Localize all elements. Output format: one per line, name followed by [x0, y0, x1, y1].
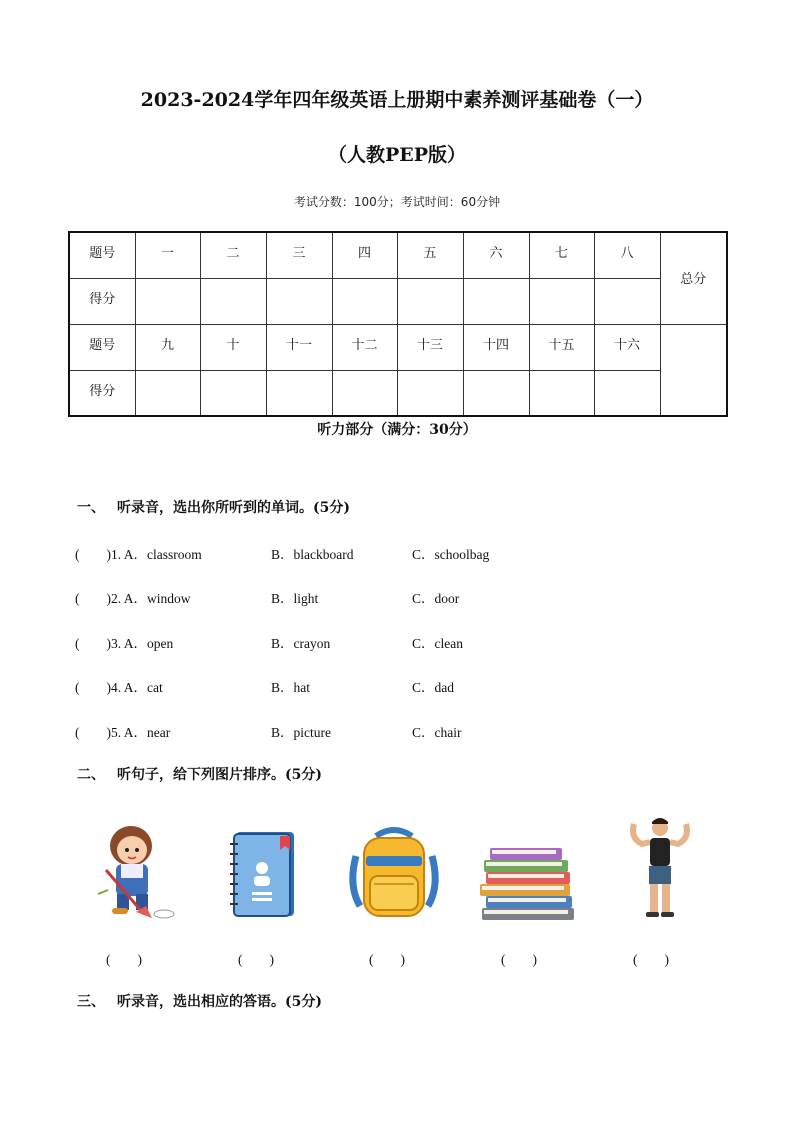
question-5: [75, 721, 575, 741]
header-cell: 十三: [397, 324, 463, 370]
score-cell[interactable]: [266, 278, 332, 324]
listening-heading: 听力部分（满分：30分）: [317, 422, 477, 438]
section-3-heading: [77, 991, 322, 1011]
score-label: 得分: [69, 370, 135, 416]
header-cell: 题号: [69, 232, 135, 278]
answer-blank[interactable]: ( ): [106, 952, 142, 967]
page-subtitle: （人教PEP版）: [327, 144, 467, 166]
score-cell[interactable]: [529, 370, 594, 416]
header-cell: 六: [463, 232, 529, 278]
option-b[interactable]: B．crayon: [271, 636, 331, 651]
section-number: 一、: [77, 500, 105, 516]
question-stem: ( )5. A．near: [75, 725, 171, 740]
score-label: 得分: [69, 278, 135, 324]
answer-blank[interactable]: ( ): [238, 952, 274, 967]
header-cell: 二: [200, 232, 266, 278]
option-c[interactable]: C．schoolbag: [412, 547, 490, 562]
header-cell: 五: [397, 232, 463, 278]
section-2-heading: [77, 764, 322, 784]
option-c[interactable]: C．chair: [412, 725, 462, 740]
score-cell[interactable]: [463, 370, 529, 416]
score-cell[interactable]: [135, 278, 200, 324]
exam-info: 考试分数：100分；考试时间：60分钟: [293, 195, 501, 209]
option-c[interactable]: C．door: [412, 591, 460, 606]
strong-man-icon: [624, 814, 696, 922]
header-cell: 十: [200, 324, 266, 370]
question-2: [75, 587, 575, 607]
table-row: [69, 370, 727, 416]
header-cell: 一: [135, 232, 200, 278]
score-cell[interactable]: [332, 370, 397, 416]
answer-blank[interactable]: ( ): [501, 952, 537, 967]
score-cell[interactable]: [135, 370, 200, 416]
question-3: [75, 632, 575, 652]
score-cell[interactable]: [200, 278, 266, 324]
score-cell[interactable]: [594, 370, 660, 416]
score-cell[interactable]: [266, 370, 332, 416]
option-b[interactable]: B．light: [271, 591, 319, 606]
table-row: [69, 278, 727, 324]
header-cell: 七: [529, 232, 594, 278]
section-title: 听录音，选出相应的答语。(5分): [117, 994, 322, 1010]
header-cell: 十四: [463, 324, 529, 370]
question-stem: ( )2. A．window: [75, 591, 191, 606]
score-cell[interactable]: [529, 278, 594, 324]
header-cell: 八: [594, 232, 660, 278]
score-cell[interactable]: [397, 278, 463, 324]
score-cell[interactable]: [332, 278, 397, 324]
section-number: 二、: [77, 767, 105, 783]
score-table: [68, 231, 728, 417]
header-cell: 三: [266, 232, 332, 278]
section-title: 听句子，给下列图片排序。(5分): [117, 767, 322, 783]
section-title: 听录音，选出你所听到的单词。(5分): [117, 500, 350, 516]
page-title: 2023-2024学年四年级英语上册期中素养测评基础卷（一）: [140, 89, 654, 111]
question-1: [75, 543, 575, 563]
score-cell[interactable]: [594, 278, 660, 324]
option-b[interactable]: B．blackboard: [271, 547, 354, 562]
table-row: [69, 324, 727, 370]
option-b[interactable]: B．picture: [271, 725, 331, 740]
section-number: 三、: [77, 994, 105, 1010]
girl-sweeping-icon: [86, 822, 181, 922]
table-row: [69, 232, 727, 278]
header-cell: 四: [332, 232, 397, 278]
books-icon: [476, 842, 580, 924]
header-cell: 十六: [594, 324, 660, 370]
header-cell: 十二: [332, 324, 397, 370]
question-4: [75, 676, 575, 696]
question-stem: ( )3. A．open: [75, 636, 174, 651]
section-1-heading: [77, 497, 350, 517]
header-cell: 九: [135, 324, 200, 370]
schoolbag-icon: [346, 826, 442, 922]
header-cell: 题号: [69, 324, 135, 370]
answer-blank[interactable]: ( ): [369, 952, 405, 967]
question-stem: ( )1. A．classroom: [75, 547, 202, 562]
total-label: 总分: [660, 232, 727, 324]
answer-blank[interactable]: ( ): [633, 952, 669, 967]
option-c[interactable]: C．clean: [412, 636, 463, 651]
question-stem: ( )4. A．cat: [75, 680, 163, 695]
score-cell[interactable]: [397, 370, 463, 416]
score-cell[interactable]: [200, 370, 266, 416]
notebook-icon: [228, 830, 300, 920]
total-score-cell[interactable]: [660, 324, 727, 416]
header-cell: 十五: [529, 324, 594, 370]
score-cell[interactable]: [463, 278, 529, 324]
option-c[interactable]: C．dad: [412, 680, 454, 695]
header-cell: 十一: [266, 324, 332, 370]
option-b[interactable]: B．hat: [271, 680, 310, 695]
